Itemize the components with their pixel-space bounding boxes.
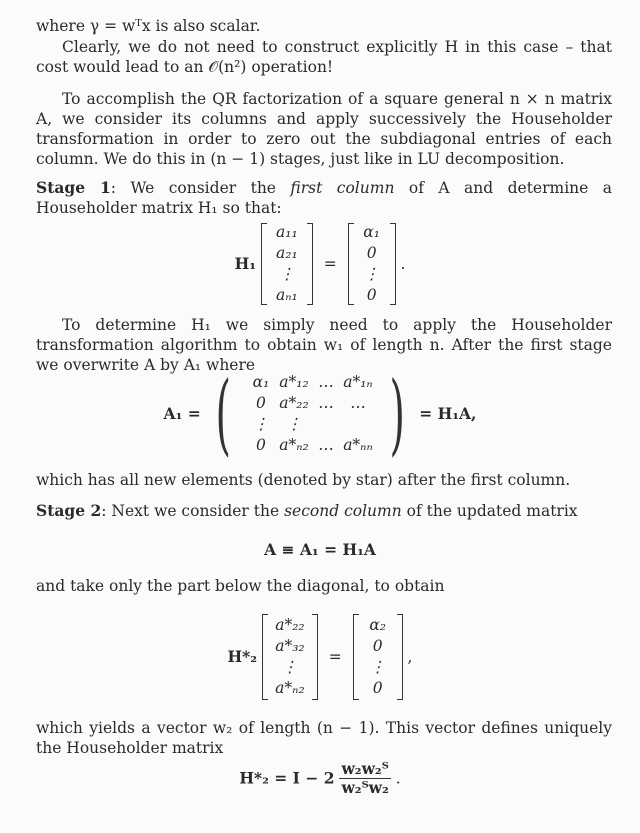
eq1-left-bracket-close: [307, 223, 313, 305]
eq1-left-entry: a₁₁: [276, 223, 298, 241]
eq4-lhs: H*₂: [227, 647, 258, 666]
eq1-right-bracket-close: [390, 223, 396, 305]
eq1-right-vector: [359, 222, 385, 306]
stage2-rest: of the updated matrix: [401, 502, 578, 520]
eq1-left-vector: [272, 222, 302, 306]
eq2-cell: …: [318, 436, 334, 454]
stage2-emphasis: second column: [284, 502, 402, 520]
eq4-right-entry: 0: [372, 679, 383, 697]
paragraph-qr-intro: To accomplish the QR factorization of a square general n × n matrix A, we consider its columns and apply successively the Householder transformation in order to zero out the subdiagonal entries of each column. We do this in (n − 1) stages, just like in LU decomposition.: [36, 90, 612, 168]
eq1-right-entry: ⋮: [363, 265, 380, 283]
eq1-left-bracket: [261, 223, 267, 305]
paragraph-clearly: Clearly, we do not need to construct explicitly H in this case – that cost would lead to an 𝒪(n²) operation!: [36, 38, 612, 76]
eq5-fraction: [339, 760, 390, 797]
equation-h2: [0, 760, 640, 797]
eq2-cell: …: [318, 373, 334, 391]
eq4-left-bracket-close: [312, 614, 318, 700]
eq4-left-entry: a*₂₂: [275, 616, 305, 634]
paragraph-stage1: [36, 178, 612, 218]
eq2-cell: a*₂₂: [279, 394, 309, 412]
eq4-right-vector: [364, 615, 392, 699]
eq5-numerator: w₂w₂ᵀ: [341, 759, 389, 778]
eq4-left-entry: ⋮: [282, 658, 298, 676]
stage2-heading: Stage 2: [36, 501, 102, 520]
eq2-cell: a*₁₂: [279, 373, 309, 391]
eq4-left-bracket: [262, 614, 268, 700]
paragraph-new-elements: which has all new elements (denoted by star) after the first column.: [36, 471, 571, 489]
eq1-lhs: H₁: [234, 254, 256, 273]
paragraph-yields-w2: which yields a vector w₂ of length (n − 1). This vector defines uniquely the Householder matrix: [36, 719, 612, 757]
stage1-heading: Stage 1: [36, 178, 111, 197]
equation-a-update: A ≡ A₁ = H₁A: [264, 540, 376, 559]
eq2-cell: α₁: [252, 373, 270, 391]
eq4-left-vector: [273, 615, 307, 699]
eq4-end: ,: [407, 648, 413, 666]
eq2-cell: 0: [256, 436, 266, 454]
eq1-left-entry: aₙ₁: [276, 286, 298, 304]
eq4-left-entry: a*₃₂: [275, 637, 305, 655]
paragraph-stage2: [36, 501, 612, 521]
eq5-denominator: w₂ᵀw₂: [341, 778, 389, 797]
eq2-cell: ⋮: [253, 415, 269, 433]
paragraph-take-part: and take only the part below the diagonal, to obtain: [36, 577, 445, 595]
eq2-right-paren: ): [389, 362, 405, 465]
eq1-left-entry: a₂₁: [276, 244, 298, 262]
eq1-right-entry: α₁: [363, 223, 380, 241]
eq2-matrix: [245, 372, 375, 456]
eq1-right-entry: 0: [366, 244, 377, 262]
paragraph-determine-h1: To determine H₁ we simply need to apply the Householder transformation algorithm to obtain w₁ of length n. After the first stage we overwrite A by A₁ where: [36, 316, 612, 374]
eq2-cell: 0: [256, 394, 266, 412]
eq4-right-entry: ⋮: [369, 658, 386, 676]
eq4-right-bracket: [353, 614, 359, 700]
eq4-right-bracket-close: [397, 614, 403, 700]
stage1-rest: of A and determine a Householder matrix H₁ so that:: [36, 179, 612, 217]
eq5-lhs: H*₂ = I − 2: [239, 768, 335, 788]
eq1-right-bracket: [348, 223, 354, 305]
eq1-equals: =: [323, 255, 337, 273]
eq2-cell: [311, 414, 341, 435]
equation-stage1: [0, 222, 640, 306]
eq4-left-entry: a*ₙ₂: [275, 679, 305, 697]
eq2-cell: a*ₙₙ: [343, 436, 373, 454]
eq5-end: .: [395, 769, 401, 788]
equation-a1: [0, 362, 640, 465]
eq2-lhs: A₁ =: [163, 404, 201, 423]
eq2-cell: [341, 414, 375, 435]
eq4-right-entry: α₂: [369, 616, 387, 634]
eq1-left-entry: ⋮: [279, 265, 295, 283]
stage2-text: : Next we consider the: [101, 502, 285, 520]
eq1-end: .: [400, 255, 406, 273]
paragraph-gamma: where γ = wᵀx is also scalar.: [36, 17, 261, 35]
eq2-cell: …: [318, 394, 334, 412]
eq2-rhs: = H₁A,: [419, 404, 477, 423]
eq4-equals: =: [328, 648, 342, 666]
eq2-cell: …: [350, 394, 366, 412]
eq2-cell: a*ₙ₂: [279, 436, 309, 454]
stage1-text: : We consider the: [110, 179, 291, 197]
stage1-emphasis: first column: [290, 179, 395, 197]
eq2-cell: a*₁ₙ: [343, 373, 373, 391]
eq4-right-entry: 0: [372, 637, 383, 655]
equation-stage2: [0, 614, 640, 700]
eq1-right-entry: 0: [366, 286, 377, 304]
eq2-cell: ⋮: [286, 415, 302, 433]
eq2-left-paren: (: [215, 362, 231, 465]
